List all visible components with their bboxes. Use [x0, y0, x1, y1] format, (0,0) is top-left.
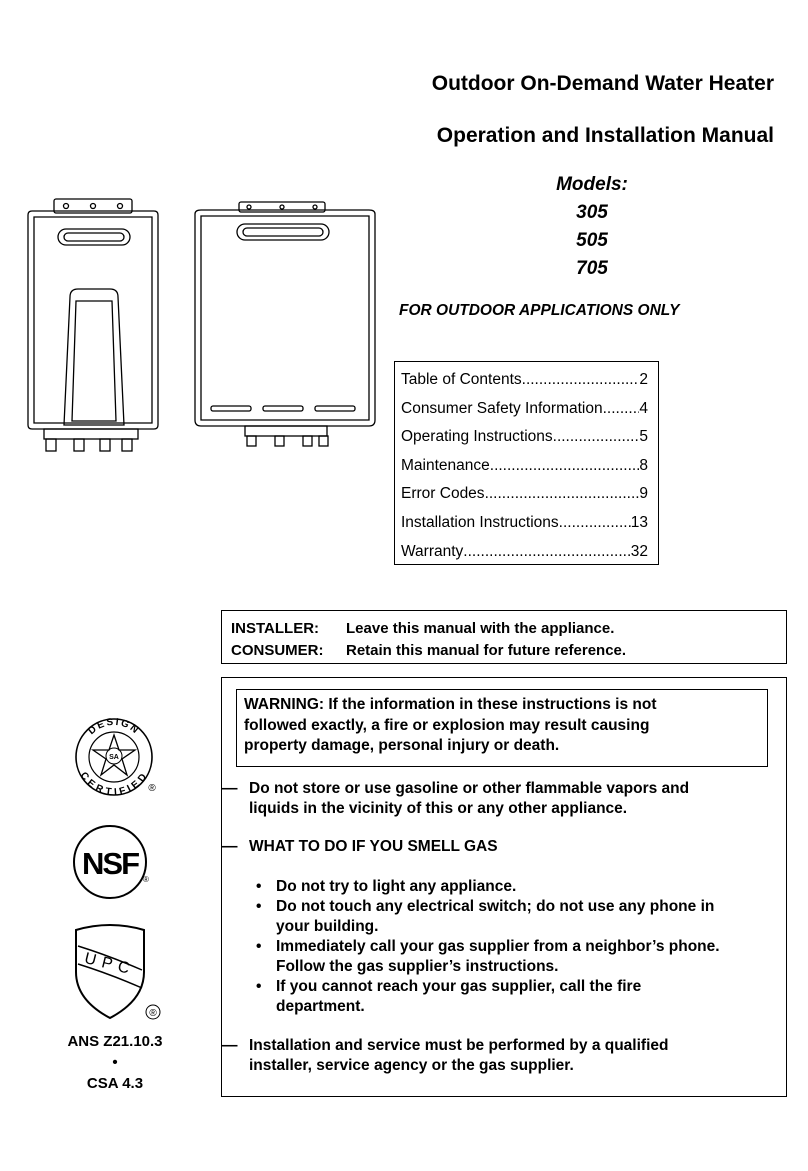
bullet-symbol: • — [256, 978, 262, 995]
outdoor-applications-note: FOR OUTDOOR APPLICATIONS ONLY — [399, 302, 680, 319]
csa-mark: SA — [109, 754, 119, 761]
toc-row[interactable]: Warranty ..... 32 — [401, 538, 648, 567]
water-heater-side-illustration — [191, 200, 381, 450]
toc-row[interactable]: Table of Contents ..... 2 — [401, 366, 648, 395]
upc-shield-logo — [70, 922, 165, 1022]
toc-row[interactable]: Consumer Safety Information ..... 4 — [401, 395, 648, 424]
bullet-item: • If you cannot reach your gas supplier, call the fire department. — [256, 978, 642, 1015]
bullet-item: • Do not try to light any appliance. — [256, 878, 517, 895]
standards-list — [50, 1031, 180, 1094]
toc-row[interactable]: Operating Instructions ..... 5 — [401, 423, 648, 452]
dash-symbol: — — [222, 838, 238, 855]
consumer-text: Retain this manual for future reference. — [346, 642, 627, 659]
standard-csa: CSA 4.3 — [86, 1075, 144, 1092]
nsf-text: NSF — [82, 846, 138, 881]
bullet-symbol: • — [256, 898, 262, 915]
consumer-label: CONSUMER: — [231, 642, 324, 659]
design-certified-logo — [72, 715, 162, 800]
instruction-item: — Do not store or use gasoline or other flammable vapors and liquids in the vicinity of this or any other appliance. — [222, 780, 690, 817]
bullet-symbol: • — [256, 938, 262, 955]
registered-mark: ® — [149, 1008, 157, 1019]
standard-ans: ANS Z21.10.3 — [67, 1033, 163, 1050]
model-item: 505 — [576, 230, 608, 251]
water-heater-front-illustration — [18, 193, 168, 458]
bullet-symbol: • — [256, 878, 262, 895]
bullet-item: • Do not touch any electrical switch; do not use any phone in your building. — [256, 898, 715, 935]
manual-title: Outdoor On-Demand Water Heater — [431, 72, 774, 95]
nsf-logo — [70, 822, 160, 902]
certified-text: CERTIFIED — [77, 770, 151, 799]
warning-line: WARNING: If the information in these instructions is not — [244, 696, 657, 713]
installer-consumer-notice — [221, 610, 787, 664]
model-item: 705 — [576, 258, 608, 279]
warning-line: followed exactly, a fire or explosion may result causing — [244, 716, 650, 734]
toc-row[interactable]: Maintenance ..... 8 — [401, 452, 648, 481]
instruction-item: — Installation and service must be performed by a qualified installer, service agency or the gas supplier. — [222, 1037, 669, 1074]
standard-separator: • — [112, 1054, 118, 1071]
model-item: 305 — [576, 202, 608, 223]
installer-label: INSTALLER: — [231, 620, 320, 637]
toc-row[interactable]: Error Codes ..... 9 — [401, 480, 648, 509]
registered-mark: ® — [143, 875, 149, 884]
warning-line: property damage, personal injury or death. — [244, 737, 560, 754]
registered-mark: ® — [148, 783, 156, 794]
warning-box — [236, 689, 768, 767]
models-label: Models: — [556, 174, 628, 195]
installer-text: Leave this manual with the appliance. — [346, 620, 615, 637]
toc-row[interactable]: Installation Instructions ..... 13 — [401, 509, 648, 538]
manual-subtitle: Operation and Installation Manual — [436, 124, 774, 147]
table-of-contents — [394, 361, 659, 565]
dash-symbol: — — [222, 780, 238, 797]
bullet-item: • Immediately call your gas supplier from a neighbor’s phone. Follow the gas supplier’s instructions. — [256, 938, 720, 975]
instruction-item: — WHAT TO DO IF YOU SMELL GAS — [222, 838, 498, 855]
dash-symbol: — — [222, 1037, 238, 1054]
upc-text: UPC — [82, 949, 138, 979]
design-text: DESIGN — [86, 716, 142, 738]
